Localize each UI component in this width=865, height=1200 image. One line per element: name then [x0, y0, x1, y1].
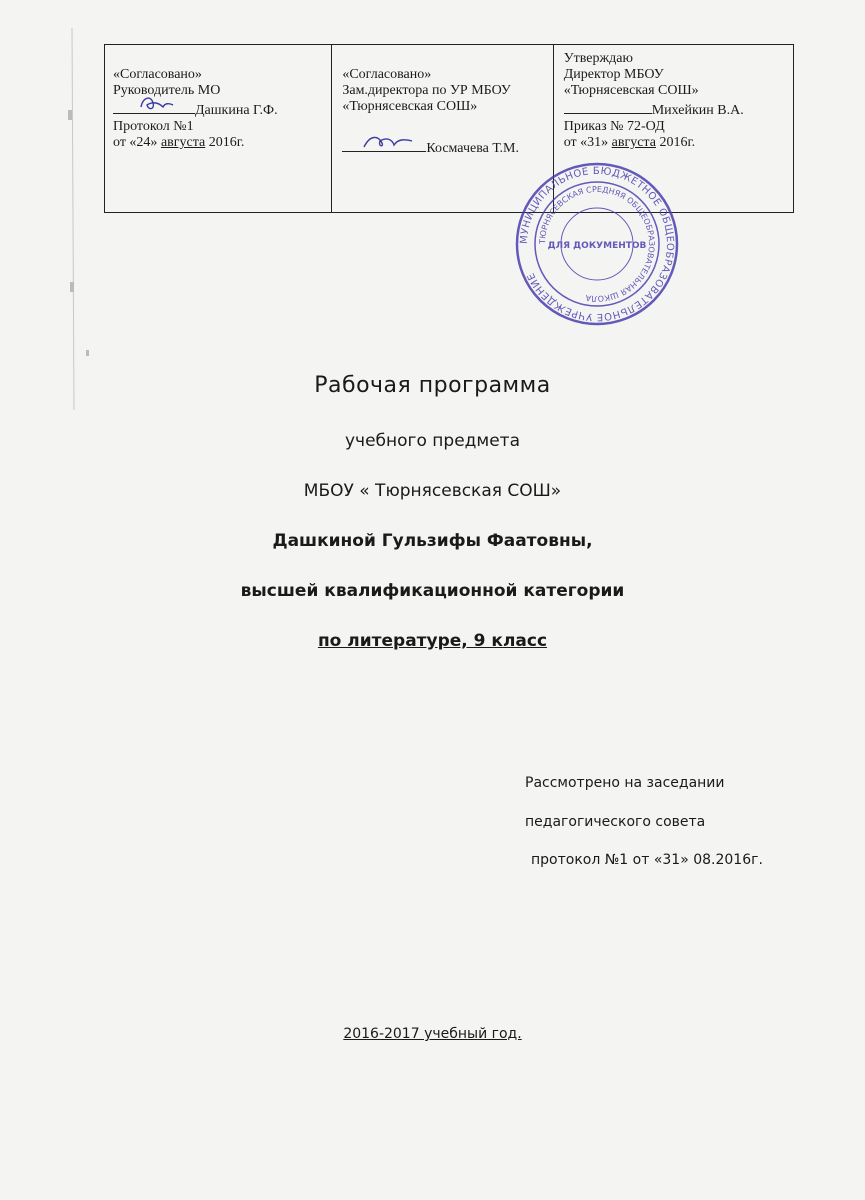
signature-icon: [564, 99, 652, 114]
academic-year: [0, 1026, 865, 1042]
stamp-inner-text: ТЮРНЯСЕВСКАЯ СРЕДНЯЯ ОБЩЕОБРАЗОВАТЕЛЬНАЯ ШКОЛА: [537, 184, 657, 304]
approval-deputy-signature-line: [342, 137, 544, 157]
date-month: августа: [160, 135, 206, 150]
approval-mo: [105, 45, 332, 212]
teacher-name: Дашкиной Гульзифы Фаатовны,: [272, 531, 593, 551]
reviewed-line-3: протокол №1 от «31» 08.2016г.: [531, 852, 763, 868]
approval-director-date: [564, 135, 785, 151]
signature-icon: [342, 137, 426, 152]
approval-deputy-name: Космачева Т.М.: [426, 141, 519, 156]
school-stamp-icon: [513, 160, 681, 328]
approval-table: [104, 44, 794, 213]
reviewed-line-2: педагогического совета: [525, 814, 706, 830]
subject-label: учебного предмета: [344, 431, 521, 451]
stamp-outer-text: МУНИЦИПАЛЬНОЕ БЮДЖЕТНОЕ ОБЩЕОБРАЗОВАТЕЛЬНОЕ УЧРЕЖДЕНИЕ: [518, 165, 676, 323]
approval-mo-role: Руководитель МО: [113, 83, 221, 98]
page-title: Рабочая программа: [314, 373, 551, 398]
school-name: МБОУ « Тюрнясевская СОШ»: [303, 481, 562, 501]
approval-mo-protocol: Протокол №1: [113, 119, 194, 134]
approval-director-order: Приказ № 72-ОД: [563, 119, 665, 134]
date-suffix: 2016г.: [205, 135, 245, 150]
date-suffix: 2016г.: [655, 135, 696, 150]
date-prefix: от «24»: [113, 135, 161, 150]
subject-class-text: по литературе, 9 класс: [317, 631, 548, 651]
approval-mo-name: Дашкина Г.Ф.: [195, 103, 278, 118]
approval-director-role: Директор МБОУ: [563, 67, 664, 82]
approval-deputy-role: Зам.директора по УР МБОУ: [342, 83, 511, 98]
approval-director-school: «Тюрнясевская СОШ»: [563, 83, 699, 98]
approval-mo-signature-line: [113, 99, 323, 119]
academic-year-text: 2016-2017 учебный год.: [343, 1026, 522, 1042]
approval-director-signature-line: [564, 99, 785, 119]
reviewed-line-1: Рассмотрено на заседании: [525, 775, 725, 791]
approval-deputy-title: «Согласовано»: [342, 67, 432, 82]
approval-deputy-school: «Тюрнясевская СОШ»: [342, 99, 478, 114]
approval-director-name: Михейкин В.А.: [651, 103, 744, 118]
stamp-center-text: ДЛЯ ДОКУМЕНТОВ: [547, 241, 647, 251]
subject-class: [0, 631, 865, 651]
approval-mo-title: «Согласовано»: [113, 67, 202, 82]
date-prefix: от «31»: [563, 135, 612, 150]
signature-icon: [113, 99, 195, 114]
date-month: августа: [611, 135, 656, 150]
teacher-category: высшей квалификационной категории: [240, 581, 625, 601]
binding-marks: [0, 0, 120, 420]
approval-mo-date: [113, 135, 323, 151]
approval-director-title: Утверждаю: [563, 51, 633, 66]
